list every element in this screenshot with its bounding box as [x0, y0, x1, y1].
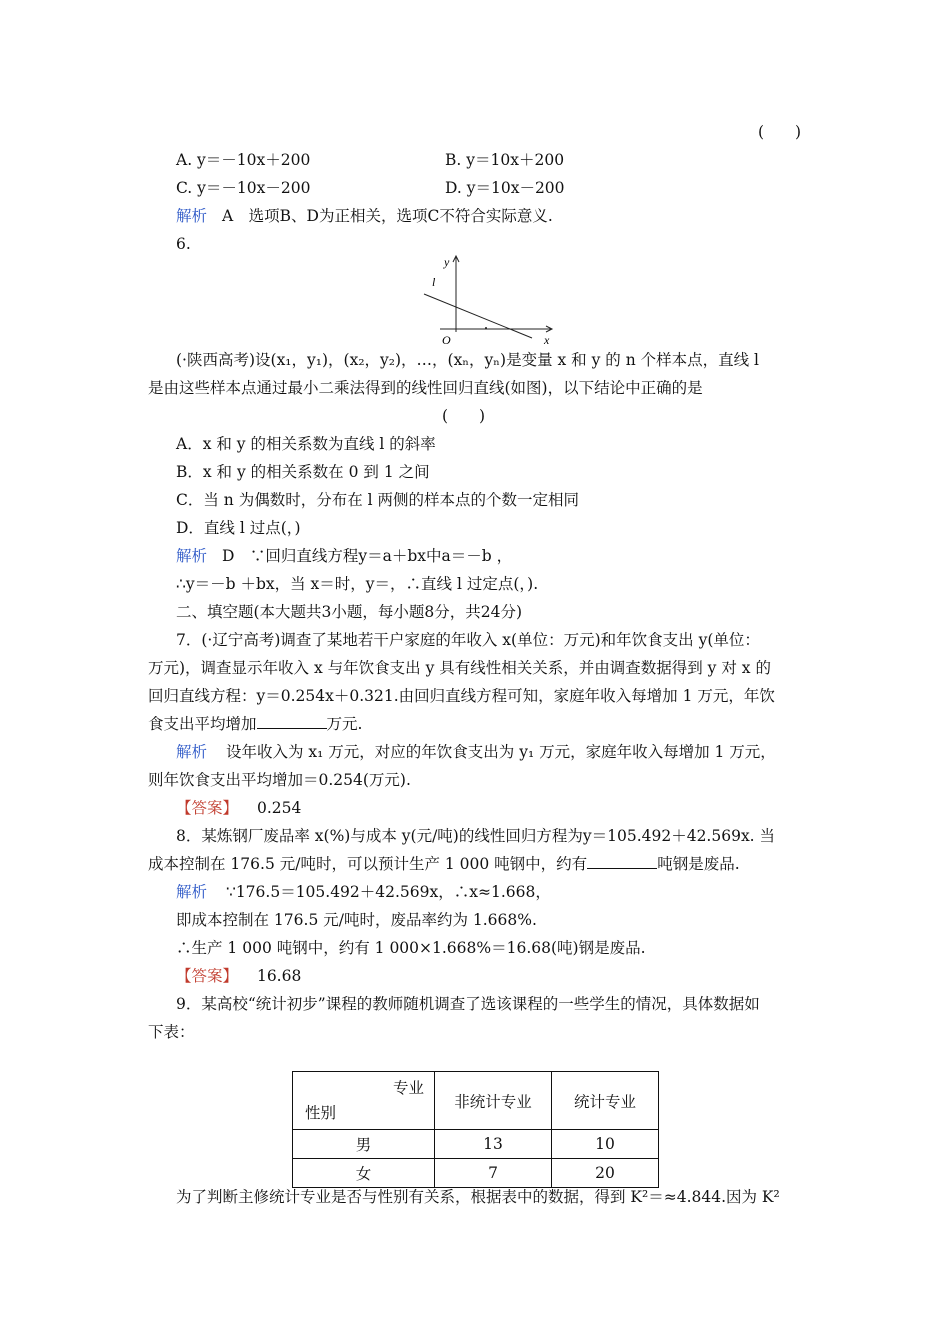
q5-option-d: D. y＝10x－200	[445, 179, 565, 197]
q5-option-c: C. y＝－10x－200	[176, 179, 311, 197]
q7-solution-line1	[176, 742, 776, 762]
q5-option-b: B. y＝10x＋200	[445, 151, 565, 169]
q7-jiexi-label: 解析	[176, 743, 208, 761]
q8-solution-line2: 即成本控制在 176.5 元/吨时，废品率约为 1.668%.	[176, 911, 537, 929]
q8-solution-line3: ∴生产 1 000 吨钢中，约有 1 000×1.668%＝16.68(吨)钢是废品.	[176, 939, 646, 957]
table-corner-cell	[293, 1072, 435, 1130]
q6-option-b: B．x 和 y 的相关系数在 0 到 1 之间	[176, 463, 430, 481]
q6-stem-line1: (·陕西高考)设(x₁，y₁)，(x₂，y₂)，…，(xₙ，yₙ)是变量 x 和 y 的 n 个样本点，直线 l	[176, 351, 759, 369]
corner-bottom-label: 性别	[305, 1104, 337, 1122]
corner-top-label: 专业	[392, 1079, 424, 1097]
q8-line2-start: 成本控制在 176.5 元/吨时，可以预计生产 1 000 吨钢中，约有	[148, 855, 588, 873]
q9-line1: 9．某高校“统计初步”课程的教师随机调查了选该课程的一些学生的情况，具体数据如	[176, 995, 760, 1013]
q5-solution-text: A 选项B、D为正相关，选项C不符合实际意义.	[221, 207, 553, 225]
q7-line1: 7．(·辽宁高考)调查了某地若干户家庭的年收入 x(单位：万元)和年饮食支出 y(单位：	[176, 631, 760, 649]
q6-option-a: A．x 和 y 的相关系数为直线 l 的斜率	[176, 435, 436, 453]
q6-solution-text1: D ∵回归直线方程y＝a＋bx中a＝－b ，	[221, 547, 513, 565]
q8-answer-blank	[587, 854, 657, 869]
q7-answer-blank	[257, 714, 327, 729]
q8-answer-label: 【答案】	[176, 967, 239, 985]
graph-x-label: x	[544, 333, 550, 347]
row-label-female: 女	[293, 1159, 435, 1188]
q6-option-c: C．当 n 为偶数时，分布在 l 两侧的样本点的个数一定相同	[176, 491, 580, 509]
q6-option-d: D．直线 l 过点(，)	[176, 519, 301, 537]
q9-data-table	[292, 1071, 659, 1188]
table-row	[293, 1159, 659, 1188]
cell-male-non-stat: 13	[435, 1130, 552, 1159]
q8-answer-value: 16.68	[256, 967, 302, 985]
q7-solution-line2: 则年饮食支出平均增加＝0.254(万元).	[148, 771, 411, 789]
q7-answer-value: 0.254	[256, 799, 302, 817]
cell-male-stat: 10	[552, 1130, 659, 1159]
q6-paren: ( )	[442, 407, 486, 425]
q6-solution-line1	[176, 546, 512, 566]
row-label-male: 男	[293, 1130, 435, 1159]
table-header-row	[293, 1072, 659, 1130]
graph-line-label: l	[432, 275, 436, 289]
col-header-non-stat: 非统计专业	[435, 1072, 552, 1130]
graph-y-label: y	[444, 255, 450, 269]
sample-point	[485, 327, 487, 329]
q5-solution	[176, 206, 553, 226]
cell-female-non-stat: 7	[435, 1159, 552, 1188]
q6-jiexi-label: 解析	[176, 547, 208, 565]
q6-solution-line2: ∴y＝－b ＋bx，当 x＝时，y＝，∴直线 l 过定点(，).	[176, 575, 539, 593]
q7-line4-start: 食支出平均增加	[148, 715, 257, 733]
q8-line2-end: 吨钢是废品.	[657, 855, 740, 873]
q6-stem-line2: 是由这些样本点通过最小二乘法得到的线性回归直线(如图)，以下结论中正确的是	[148, 379, 703, 397]
q8-solution-text1: ∵176.5＝105.492＋42.569x，∴x≈1.668，	[225, 883, 551, 901]
q5-paren: ( )	[758, 123, 802, 141]
regression-line-l	[424, 294, 532, 338]
q8-answer	[176, 966, 301, 986]
graph-origin-label: O	[442, 333, 451, 347]
q6-number: 6.	[176, 235, 191, 253]
q9-line2: 下表：	[148, 1023, 195, 1041]
q7-line4	[148, 714, 362, 734]
cell-female-stat: 20	[552, 1159, 659, 1188]
q7-answer-label: 【答案】	[176, 799, 239, 817]
q7-solution-text1: 设年收入为 x₁ 万元，对应的年饮食支出为 y₁ 万元，家庭年收入每增加 1 万元，	[225, 743, 776, 761]
q7-line4-end: 万元.	[326, 715, 363, 733]
q8-line1: 8．某炼钢厂废品率 x(%)与成本 y(元/吨)的线性回归方程为y＝105.492＋42.569x. 当	[176, 827, 776, 845]
q8-solution-line1	[176, 882, 551, 902]
q5-jiexi-label: 解析	[176, 207, 208, 225]
q8-jiexi-label: 解析	[176, 883, 208, 901]
table-row	[293, 1130, 659, 1159]
section-heading: 二、填空题(本大题共3小题，每小题8分，共24分)	[176, 603, 523, 621]
q7-line2: 万元)，调查显示年收入 x 与年饮食支出 y 具有线性相关关系，并由调查数据得到 y 对 x 的	[148, 659, 771, 677]
q6-regression-graph	[420, 252, 560, 348]
q7-line3: 回归直线方程：y＝0.254x＋0.321.由回归直线方程可知，家庭年收入每增加 1 万元，年饮	[148, 687, 775, 705]
q5-option-a: A. y＝－10x＋200	[176, 151, 311, 169]
col-header-stat: 统计专业	[552, 1072, 659, 1130]
q8-line2	[148, 854, 740, 874]
q7-answer	[176, 798, 301, 818]
q9-after-table: 为了判断主修统计专业是否与性别有关系，根据表中的数据，得到 K²＝≈4.844.因为 K²	[176, 1188, 780, 1206]
